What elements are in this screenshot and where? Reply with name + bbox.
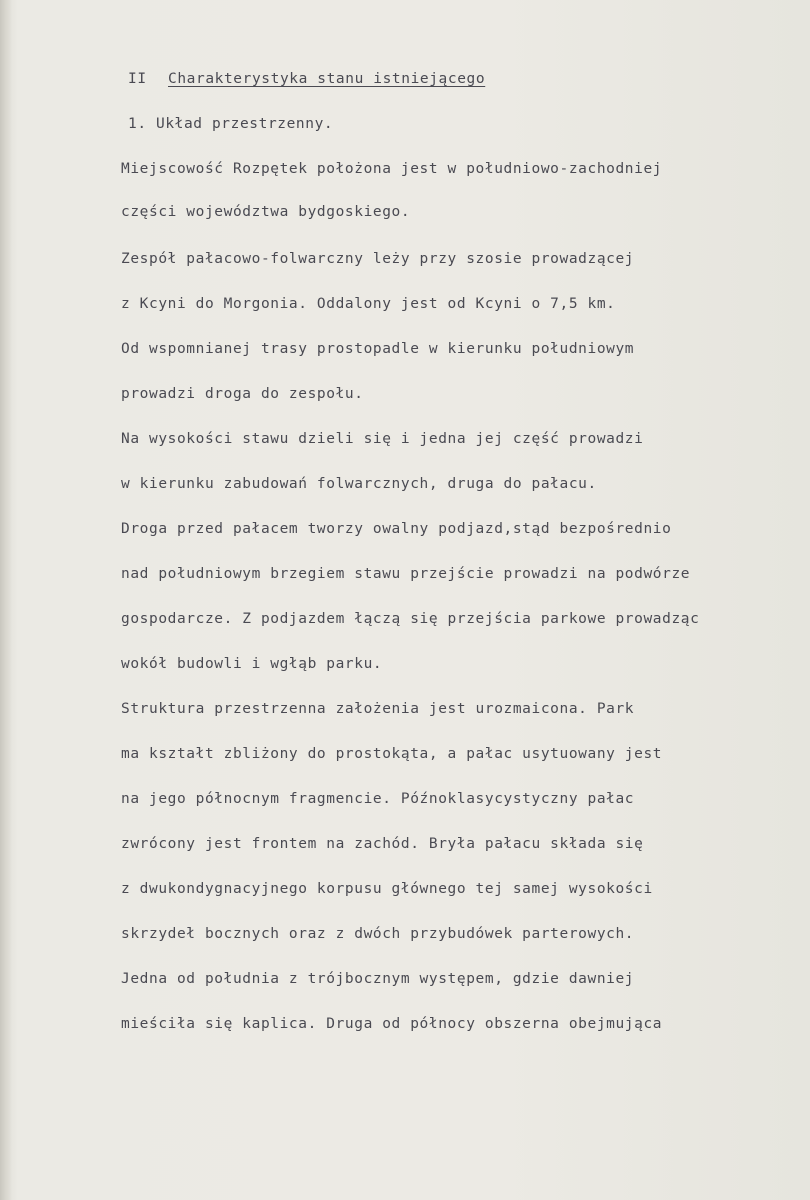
text-line: na jego północnym fragmencie. Późnoklasycystyczny pałac	[121, 791, 635, 807]
text-line: Od wspomnianej trasy prostopadle w kierunku południowym	[121, 341, 635, 357]
text-line: w kierunku zabudowań folwarcznych, druga do pałacu.	[121, 476, 597, 492]
section-number: II	[128, 71, 147, 87]
text-line: mieściła się kaplica. Druga od północy obszerna obejmująca	[121, 1016, 663, 1032]
text-line: wokół budowli i wgłąb parku.	[121, 656, 383, 672]
text-line: Na wysokości stawu dzieli się i jedna jej część prowadzi	[121, 431, 644, 447]
subsection-heading: 1. Układ przestrzenny.	[128, 116, 334, 132]
text-line: skrzydeł bocznych oraz z dwóch przybudówek parterowych.	[121, 926, 635, 942]
text-line: z Kcyni do Morgonia. Oddalony jest od Kcyni o 7,5 km.	[121, 296, 616, 312]
text-line: Jedna od południa z trójbocznym występem, gdzie dawniej	[121, 971, 635, 987]
text-line: ma kształt zbliżony do prostokąta, a pałac usytuowany jest	[121, 746, 663, 762]
text-line: prowadzi droga do zespołu.	[121, 386, 364, 402]
text-line: Struktura przestrzenna założenia jest urozmaicona. Park	[121, 701, 635, 717]
text-line: z dwukondygnacyjnego korpusu głównego tej samej wysokości	[121, 881, 653, 897]
text-line: Zespół pałacowo-folwarczny leży przy szosie prowadzącej	[121, 251, 635, 267]
section-title: Charakterystyka stanu istniejącego	[168, 71, 486, 87]
text-line: zwrócony jest frontem na zachód. Bryła pałacu składa się	[121, 836, 644, 852]
text-line: Miejscowość Rozpętek położona jest w południowo-zachodniej	[121, 161, 663, 177]
text-line: części województwa bydgoskiego.	[121, 204, 411, 220]
text-line: Droga przed pałacem tworzy owalny podjazd,stąd bezpośrednio	[121, 521, 672, 537]
text-line: nad południowym brzegiem stawu przejście prowadzi na podwórze	[121, 566, 691, 582]
text-line: gospodarcze. Z podjazdem łączą się przejścia parkowe prowadząc	[121, 611, 700, 627]
